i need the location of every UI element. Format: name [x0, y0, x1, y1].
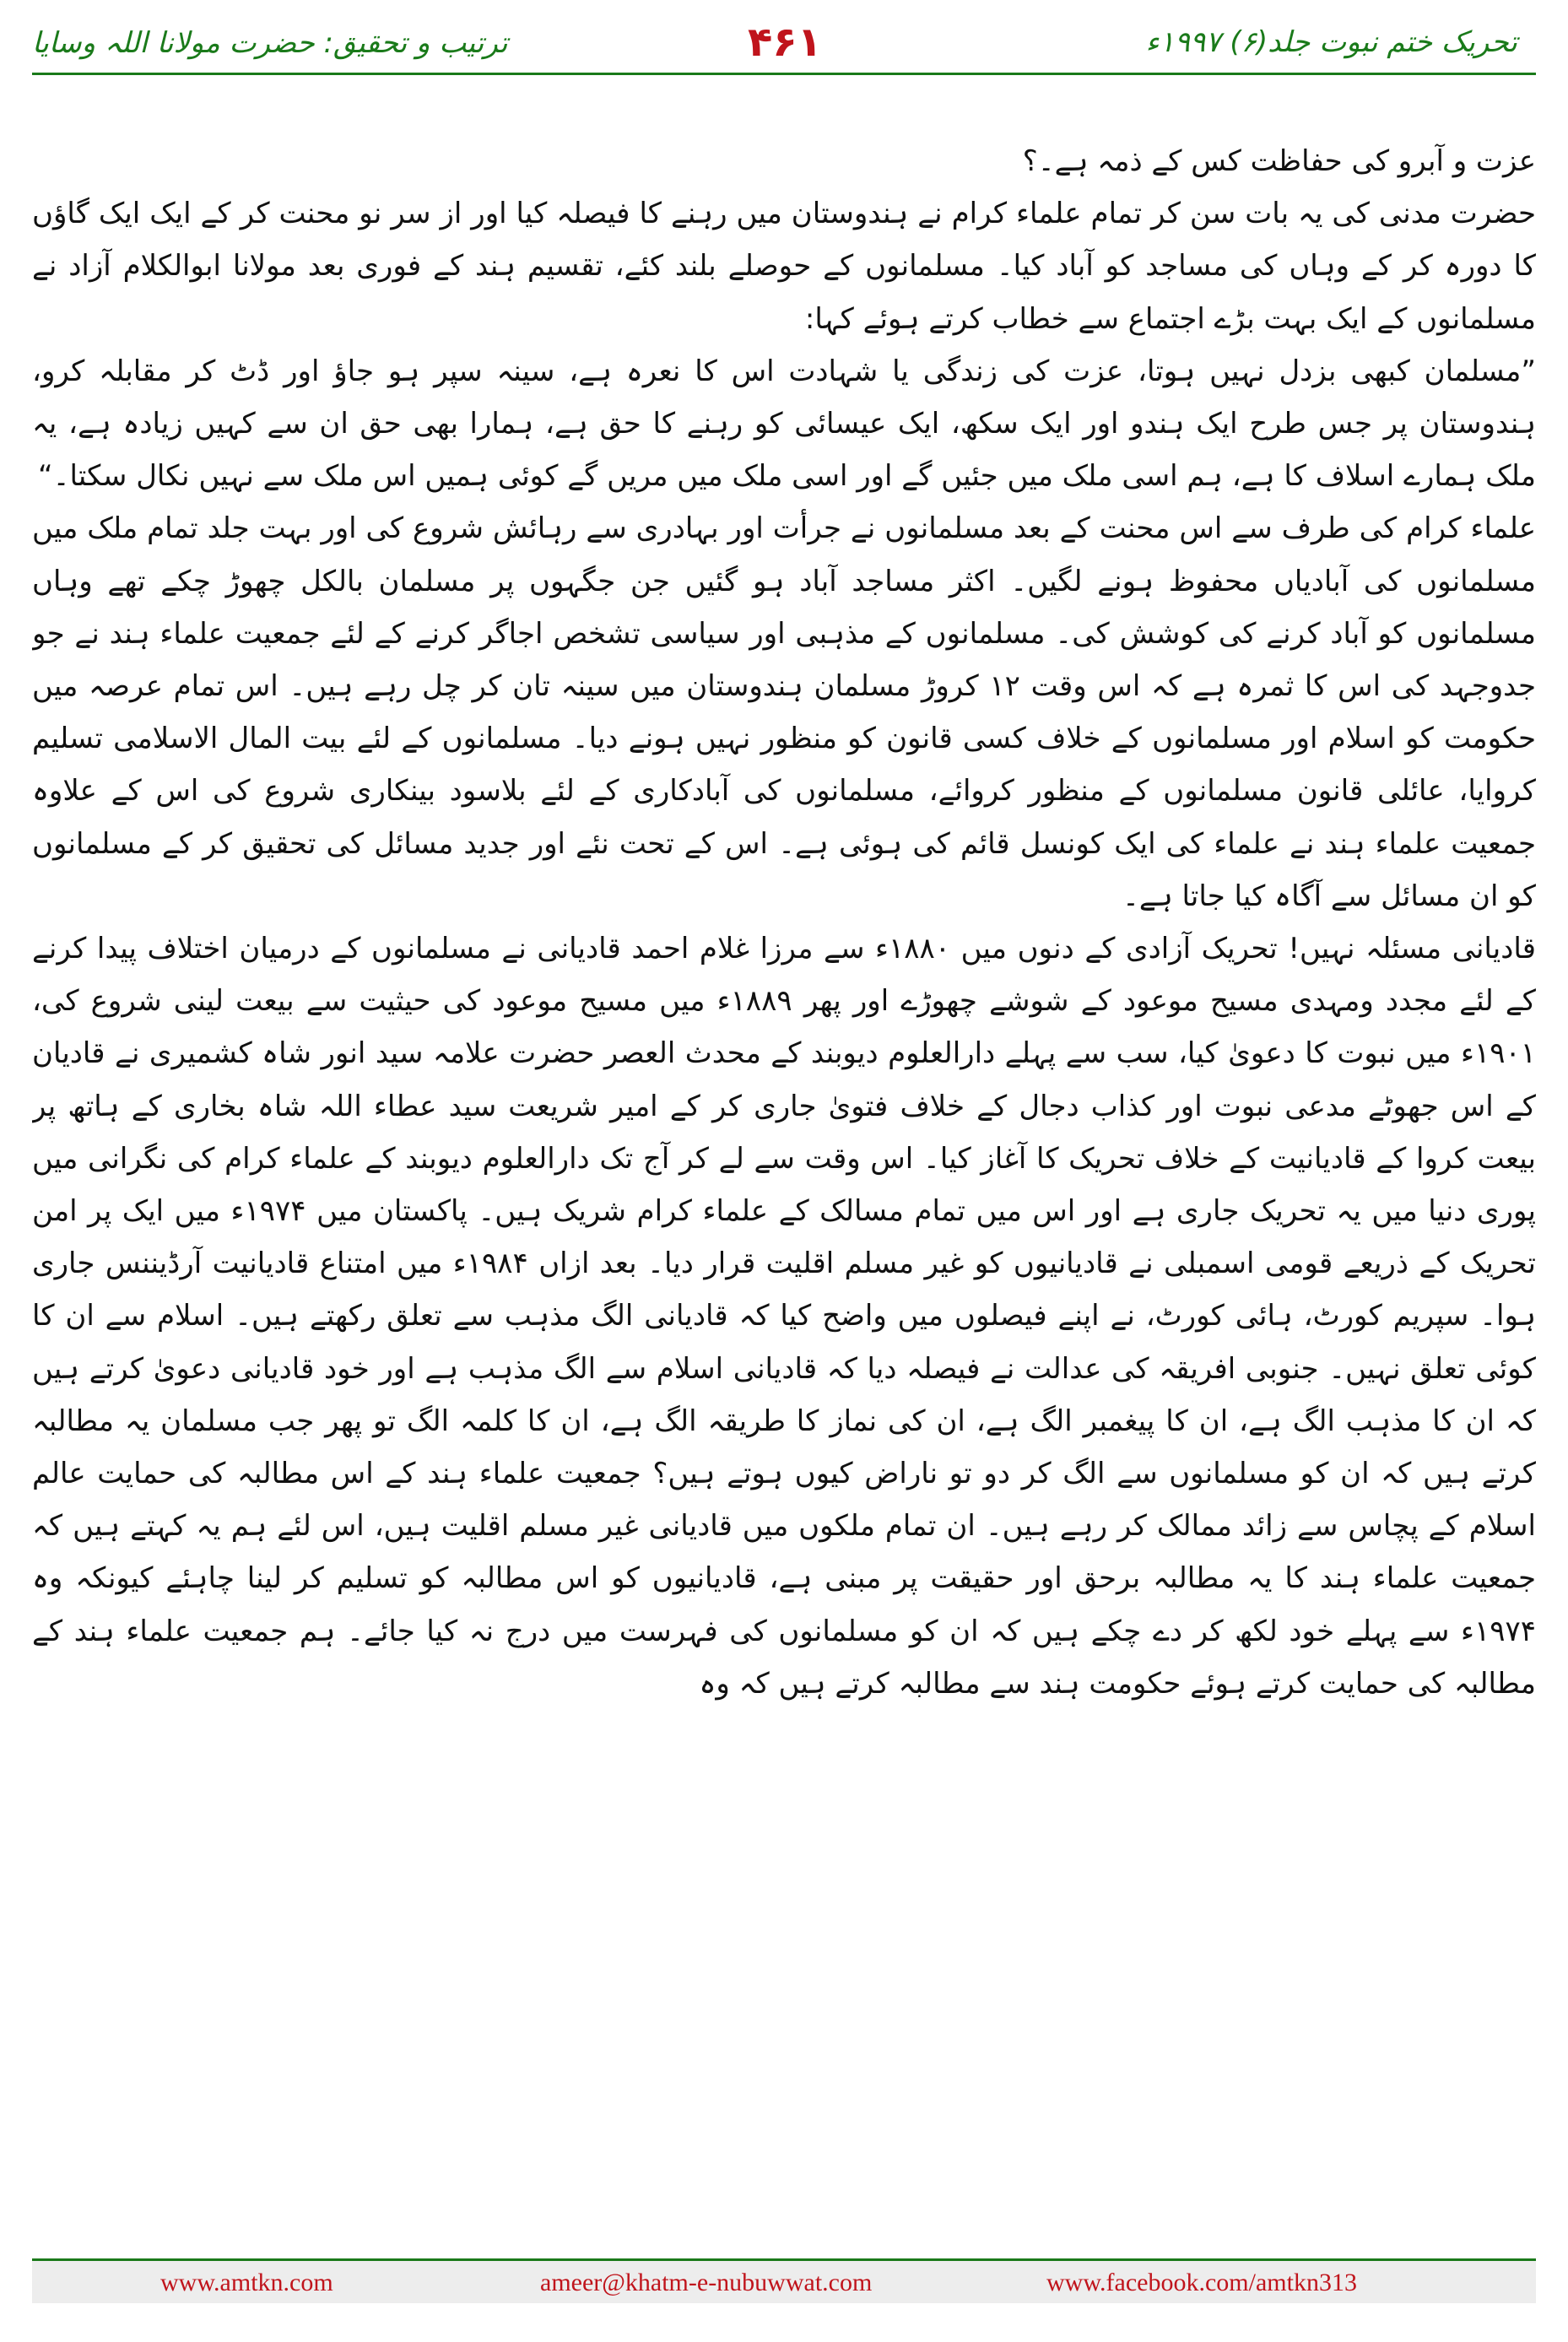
compiler-credit: ترتیب و تحقیق: حضرت مولانا اللہ وسایا — [32, 26, 508, 60]
article-body — [32, 135, 1536, 2241]
facebook-link[interactable]: www.facebook.com/amtkn313 — [1046, 2269, 1357, 2296]
paragraph: عزت و آبرو کی حفاظت کس کے ذمہ ہے۔؟ — [1022, 144, 1536, 178]
quote-paragraph: ”مسلمان کبھی بزدل نہیں ہوتا، عزت کی زندگی یا شہادت اس کا نعرہ ہے، سینہ سپر ہو جاؤ اور ڈٹ کر مقابلہ کرو، ہندوستان پر جس طرح ایک ہندو اور ایک سکھ، ایک عیسائی کو رہنے کا حق ہے، ہمارا بھی حق ان سے کہیں زیادہ ہے، یہ ملک ہمارے اسلاف کا ہے، ہم اسی ملک میں جئیں گے اور اسی ملک میں مریں گے کوئی ہمیں اس ملک سے نہیں نکال سکتا۔“ — [32, 354, 1536, 494]
book-title: تحریک ختم نبوت جلد(۶) ۱۹۹۷ء — [1145, 25, 1517, 59]
email-link[interactable]: ameer@khatm-e-nubuwwat.com — [540, 2269, 873, 2296]
paragraph: حضرت مدنی کی یہ بات سن کر تمام علماء کرام نے ہندوستان میں رہنے کا فیصلہ کیا اور از سر نو محنت کر کے ایک ایک گاؤں کا دورہ کر کے وہاں کی مساجد کو آباد کیا۔ مسلمانوں کے حوصلے بلند کئے، تقسیم ہند کے فوری بعد مولانا ابوالکلام آزاد نے مسلمانوں کے ایک بہت بڑے اجتماع سے خطاب کرتے ہوئے کہا: — [32, 197, 1536, 336]
page-footer — [0, 2258, 1568, 2309]
page-header — [0, 0, 1568, 76]
website-link[interactable]: www.amtkn.com — [160, 2269, 333, 2296]
page-number: ۴۶۱ — [748, 19, 822, 66]
paragraph: علماء کرام کی طرف سے اس محنت کے بعد مسلمانوں نے جرأت اور بہادری سے رہائش شروع کی اور بہت جلد تمام ملک میں مسلمانوں کی آبادیاں محفوظ ہونے لگیں۔ اکثر مساجد آباد ہو گئیں جن جگہوں پر مسلمان بالکل چھوڑ چکے تھے وہاں مسلمانوں کو آباد کرنے کی کوشش کی۔ مسلمانوں کے مذہبی اور سیاسی تشخص اجاگر کرنے کے لئے جمعیت علماء ہند نے جو جدوجہد کی اس کا ثمرہ ہے کہ اس وقت ۱۲ کروڑ مسلمان ہندوستان میں سینہ تان کر چل رہے ہیں۔ اس تمام عرصہ میں حکومت کو اسلام اور مسلمانوں کے خلاف کسی قانون کو منظور نہیں ہونے دیا۔ مسلمانوں کے لئے بیت المال الاسلامی تسلیم کروایا، عائلی قانون مسلمانوں کے منظور کروائے، مسلمانوں کی آبادکاری کے لئے بلاسود بینکاری شروع کی اس کے علاوہ جمعیت علماء ہند نے علماء کی ایک کونسل قائم کی ہوئی ہے۔ اس کے تحت نئے اور جدید مسائل کی تحقیق کر کے مسلمانوں کو ان مسائل سے آگاہ کیا جاتا ہے۔ — [32, 511, 1536, 913]
header-divider — [32, 73, 1536, 75]
paragraph: قادیانی مسئلہ نہیں! تحریک آزادی کے دنوں میں ۱۸۸۰ء سے مرزا غلام احمد قادیانی نے مسلمانوں کے درمیان اختلاف پیدا کرنے کے لئے مجدد ومہدی مسیح موعود کے شوشے چھوڑے اور پھر ۱۸۸۹ء میں مسیح موعود کی حیثیت سے بیعت لینی شروع کی، ۱۹۰۱ء میں نبوت کا دعویٰ کیا، سب سے پہلے دارالعلوم دیوبند کے محدث العصر حضرت علامہ سید انور شاہ کشمیری نے قادیان کے اس جھوٹے مدعی نبوت اور کذاب دجال کے خلاف فتویٰ جاری کر کے امیر شریعت سید عطاء اللہ شاہ بخاری کے ہاتھ پر بیعت کروا کے قادیانیت کے خلاف تحریک کا آغاز کیا۔ اس وقت سے لے کر آج تک دارالعلوم دیوبند کے علماء کرام کی نگرانی میں پوری دنیا میں یہ تحریک جاری ہے اور اس میں تمام مسالک کے علماء کرام شریک ہیں۔ پاکستان میں ۱۹۷۴ء میں ایک پر امن تحریک کے ذریعے قومی اسمبلی نے قادیانیوں کو غیر مسلم اقلیت قرار دیا۔ بعد ازاں ۱۹۸۴ء میں امتناع قادیانیت آرڈیننس جاری ہوا۔ سپریم کورٹ، ہائی کورٹ، نے اپنے فیصلوں میں واضح کیا کہ قادیانی الگ مذہب سے تعلق رکھتے ہیں۔ اسلام سے ان کا کوئی تعلق نہیں۔ جنوبی افریقہ کی عدالت نے فیصلہ دیا کہ قادیانی اسلام سے الگ مذہب ہے اور خود قادیانی دعویٰ کرتے ہیں کہ ان کا مذہب الگ ہے، ان کا پیغمبر الگ ہے، ان کی نماز کا طریقہ الگ ہے، ان کا کلمہ الگ تو پھر جب مسلمان یہ مطالبہ کرتے ہیں کہ ان کو مسلمانوں سے الگ کر دو تو ناراض کیوں ہوتے ہیں؟ جمعیت علماء ہند کے اس مطالبہ کی حمایت عالم اسلام کے پچاس سے زائد ممالک کر رہے ہیں۔ ان تمام ملکوں میں قادیانی غیر مسلم اقلیت ہیں، اس لئے ہم یہ کہتے ہیں کہ جمعیت علماء ہند کا یہ مطالبہ برحق اور حقیقت پر مبنی ہے، قادیانیوں کو اس مطالبہ کو تسلیم کر لینا چاہئے کیونکہ وہ ۱۹۷۴ء سے پہلے خود لکھ کر دے چکے ہیں کہ ان کو مسلمانوں کی فہرست میں درج نہ کیا جائے۔ ہم جمعیت علماء ہند کے مطالبہ کی حمایت کرتے ہوئے حکومت ہند سے مطالبہ کرتے ہیں کہ وہ — [32, 932, 1536, 1701]
